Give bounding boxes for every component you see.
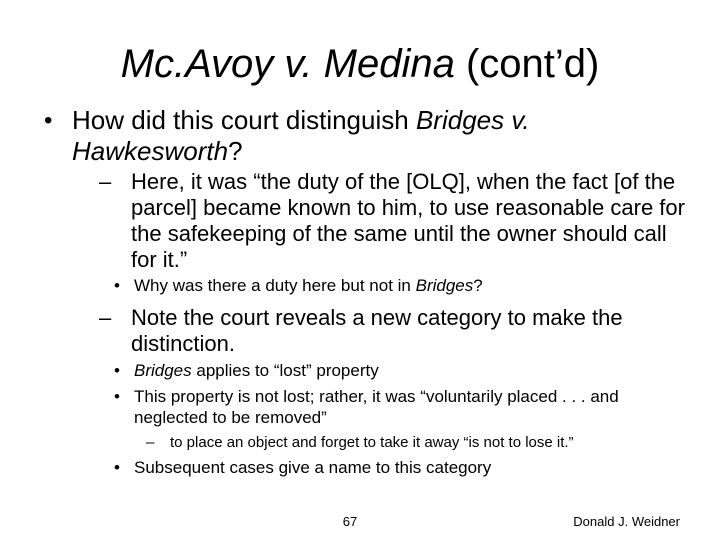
bullet-text: Here, it was “the duty of the [OLQ], when the fact [of the parcel] became known to him, to use reasonable care for the safekeeping of the same until the owner should call for it.” bbox=[131, 169, 685, 272]
bullet-text-post: ? bbox=[473, 276, 483, 295]
bullet-text-post: applies to “lost” property bbox=[191, 361, 379, 380]
bullet-marker: • bbox=[114, 387, 120, 406]
dash-marker: – bbox=[99, 169, 112, 194]
bullet-marker: • bbox=[114, 458, 120, 477]
bullet-new-category bbox=[99, 305, 691, 357]
bullet-case-name: Bridges v. Hawkesworth bbox=[72, 105, 530, 166]
bullet-text-pre: Why was there a duty here but not in bbox=[134, 276, 416, 295]
bullet-text: Note the court reveals a new category to make the distinction. bbox=[131, 305, 623, 356]
slide-title bbox=[0, 40, 720, 88]
bullet-case-name: Bridges bbox=[134, 361, 192, 380]
bullet-text-pre: How did this court distinguish bbox=[72, 105, 416, 135]
dash-marker: – bbox=[146, 434, 155, 451]
bullet-why-duty bbox=[114, 275, 694, 296]
bullet-not-lost bbox=[114, 386, 694, 428]
bullet-text: This property is not lost; rather, it was “voluntarily placed . . . and neglected to be removed” bbox=[134, 387, 619, 427]
bullet-marker: • bbox=[44, 107, 53, 134]
bullet-duty-quote bbox=[99, 169, 691, 273]
title-suffix: (cont’d) bbox=[454, 42, 600, 86]
bullet-question bbox=[44, 105, 692, 167]
bullet-text: Subsequent cases give a name to this category bbox=[134, 458, 492, 477]
bullet-marker: • bbox=[114, 276, 120, 295]
author-name: Donald J. Weidner bbox=[573, 514, 680, 529]
bullet-case-name: Bridges bbox=[415, 276, 474, 295]
dash-marker: – bbox=[99, 305, 112, 330]
bullet-text: to place an object and forget to take it away “is not to lose it.” bbox=[170, 434, 574, 451]
bullet-not-to-lose bbox=[146, 433, 690, 452]
bullet-text-post: ? bbox=[228, 136, 243, 166]
bullet-marker: • bbox=[114, 361, 120, 380]
page-number: 67 bbox=[342, 514, 358, 529]
bullet-bridges-lost bbox=[114, 360, 694, 381]
bullet-subsequent-cases bbox=[114, 457, 694, 478]
title-case-name: Mc.Avoy v. Medina bbox=[120, 42, 455, 86]
